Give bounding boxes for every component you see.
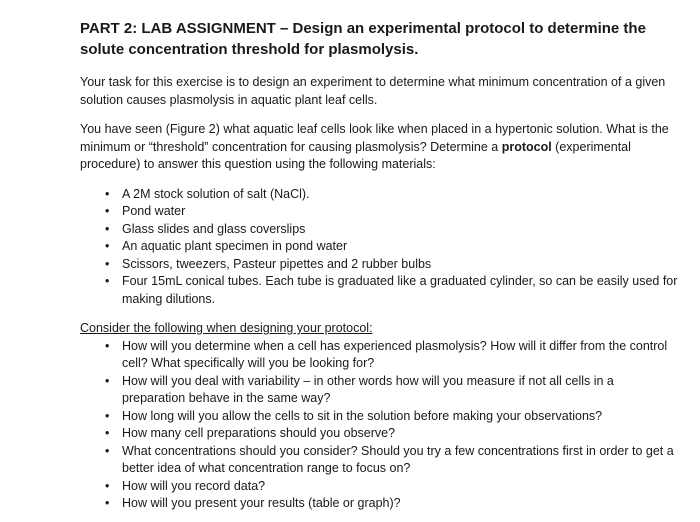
question-text: How will you record data? (122, 478, 266, 493)
intro-paragraph (80, 121, 680, 174)
question-text: How will you deal with variability – in other words how will you measure if not all cells in a preparation behave in the same way? (122, 373, 614, 405)
question-text: How will you present your results (table or graph)? (122, 496, 401, 510)
bullet-icon: • (105, 338, 110, 353)
bullet-icon: • (105, 239, 110, 253)
list-item (80, 495, 680, 513)
bullet-icon: • (105, 186, 110, 201)
bullet-icon: • (105, 221, 110, 236)
list-item (80, 256, 680, 274)
bullet-icon: • (105, 256, 110, 271)
bullet-icon: • (105, 478, 110, 493)
list-item (80, 443, 680, 478)
intro-text-part1: You have seen (Figure 2) what aquatic leaf cells look like when placed in a hypertonic solution. What is the minimum or “threshold” concentration for causing plasmolysis? Determine a (80, 122, 669, 154)
bullet-icon: • (105, 496, 110, 510)
bullet-icon: • (105, 443, 110, 458)
material-text: Four 15mL conical tubes. Each tube is graduated like a graduated cylinder, so can be easily used for making dilutions. (122, 274, 678, 306)
intro-text-bold: protocol (501, 139, 552, 154)
material-text: Scissors, tweezers, Pasteur pipettes and 2 rubber bulbs (122, 256, 432, 271)
bullet-icon: • (105, 426, 110, 440)
question-text: How long will you allow the cells to sit in the solution before making your observations? (122, 408, 603, 423)
list-item (80, 221, 680, 239)
material-text: Glass slides and glass coverslips (122, 221, 306, 236)
list-item (80, 338, 680, 373)
document-page (80, 18, 680, 513)
material-text: An aquatic plant specimen in pond water (122, 239, 348, 253)
task-paragraph: Your task for this exercise is to design an experiment to determine what minimum concentration of a given solution causes plasmolysis in aquatic plant leaf cells. (80, 75, 666, 107)
bullet-icon: • (105, 274, 110, 288)
material-text: A 2M stock solution of salt (NaCl). (122, 186, 310, 201)
materials-list (80, 186, 680, 309)
question-text: What concentrations should you consider? Should you try a few concentrations first in order to get a better idea of what concentration range to focus on? (122, 443, 674, 475)
bullet-icon: • (105, 204, 110, 218)
list-item (80, 408, 680, 426)
list-item (80, 203, 680, 221)
list-item (80, 373, 680, 408)
questions-list (80, 338, 680, 513)
bullet-icon: • (105, 408, 110, 423)
list-item (80, 186, 680, 204)
page-title: PART 2: LAB ASSIGNMENT – Design an experimental protocol to determine the solute concentration threshold for plasmolysis. (80, 20, 646, 58)
intro-text-part2: (experimental procedure) to answer this question using the following materials: (80, 139, 631, 171)
list-item (80, 425, 680, 443)
list-item (80, 478, 680, 496)
question-text: How will you determine when a cell has experienced plasmolysis? How will it differ from the control cell? What specifically will you be looking for? (122, 338, 668, 370)
list-item (80, 238, 680, 256)
bullet-icon: • (105, 373, 110, 388)
consider-heading: Consider the following when designing your protocol: (80, 321, 373, 335)
material-text: Pond water (122, 204, 186, 218)
list-item (80, 273, 680, 308)
question-text: How many cell preparations should you observe? (122, 426, 396, 440)
